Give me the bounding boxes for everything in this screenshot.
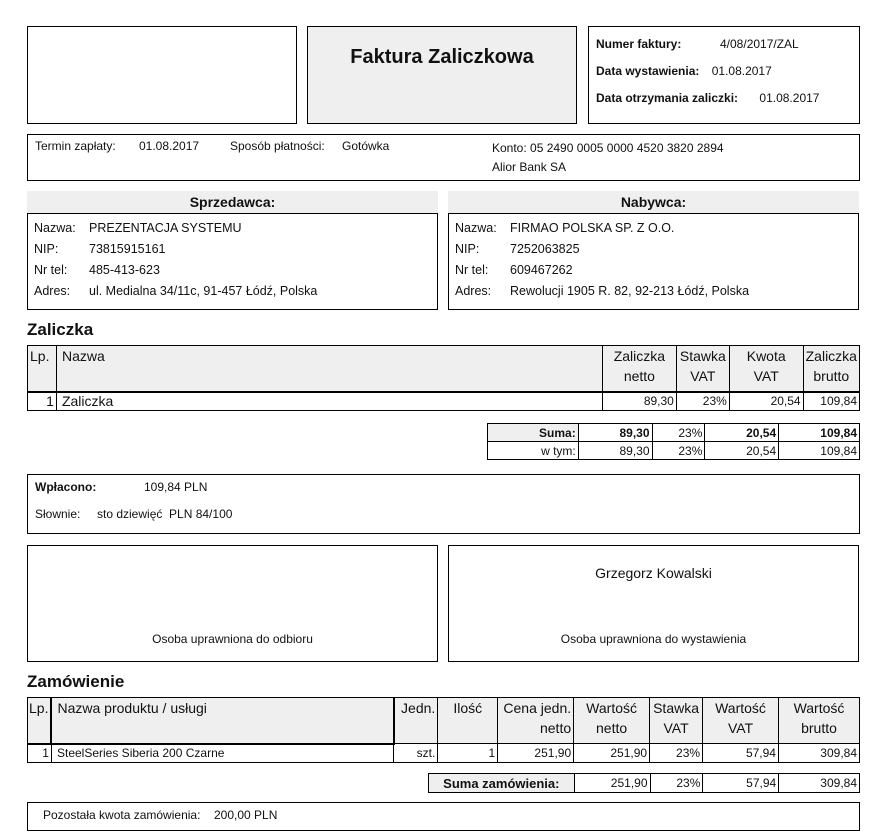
- receiver-signature-box: [27, 545, 438, 662]
- row-lp: 1: [28, 744, 52, 763]
- advance-including-vat: 20,54: [705, 442, 779, 460]
- order-sum-row: [429, 774, 860, 793]
- paid-amount: 109,84 PLN: [144, 480, 208, 494]
- seller-phone: 485-413-623: [89, 263, 160, 277]
- buyer-nip-label: NIP:: [455, 242, 480, 256]
- col-net: [574, 698, 650, 744]
- seller-nip-row: [34, 242, 165, 256]
- due-date-label: Termin zapłaty:: [35, 139, 116, 153]
- paid-label: Wpłacono:: [35, 480, 97, 494]
- invoice-meta-box: [588, 26, 860, 124]
- receiver-signature-label: Osoba uprawniona do odbioru: [152, 632, 313, 646]
- buyer-nip-row: [455, 242, 580, 256]
- seller-address-label: Adres:: [34, 284, 71, 298]
- buyer-name: FIRMAO POLSKA SP. Z O.O.: [510, 221, 675, 235]
- row-name: Zaliczka: [56, 392, 602, 411]
- col-qty: Ilość: [438, 698, 498, 744]
- col-net-line1: Wartość: [586, 700, 637, 716]
- issuer-signature-box: [448, 545, 859, 662]
- order-sum-net: 251,90: [574, 774, 650, 793]
- col-name: Nazwa produktu / usługi: [51, 698, 393, 744]
- seller-nip-label: NIP:: [34, 242, 59, 256]
- advance-sum-gross: 109,84: [779, 424, 860, 442]
- row-net: 251,90: [574, 744, 650, 763]
- issuer-name: Grzegorz Kowalski: [595, 565, 712, 581]
- col-vat-line1: Wartość: [715, 700, 766, 716]
- buyer-nip: 7252063825: [510, 242, 580, 256]
- seller-address: ul. Medialna 34/11c, 91-457 Łódź, Polska: [89, 284, 318, 298]
- advance-table-header: [28, 346, 860, 392]
- order-summary-table: [428, 773, 860, 793]
- row-qty: 1: [438, 744, 498, 763]
- col-lp: Lp.: [28, 698, 52, 744]
- seller-name: PREZENTACJA SYSTEMU: [89, 221, 242, 235]
- col-gross: [778, 698, 859, 744]
- col-vat-line1: Kwota: [746, 348, 786, 364]
- row-unit: szt.: [394, 744, 438, 763]
- col-gross-line1: Zaliczka: [805, 348, 857, 364]
- col-gross-line1: Wartość: [793, 700, 845, 716]
- advance-sum-rate: 23%: [652, 424, 705, 442]
- seller-heading: Sprzedawca:: [27, 191, 438, 213]
- advance-including-label: w tym:: [488, 442, 579, 460]
- col-rate-line2: VAT: [663, 720, 689, 736]
- row-lp: 1: [28, 392, 57, 411]
- buyer-address-label: Adres:: [455, 284, 492, 298]
- issue-date-label: Data wystawienia:: [596, 64, 700, 78]
- buyer-name-row: [455, 221, 674, 235]
- col-price-line2: netto: [539, 720, 572, 736]
- col-vat: [703, 698, 779, 744]
- seller-address-row: [34, 284, 317, 298]
- issue-date-row: [596, 64, 772, 78]
- col-lp: Lp.: [28, 346, 57, 392]
- buyer-name-label: Nazwa:: [455, 221, 497, 235]
- col-net: [602, 346, 676, 392]
- advance-including-row: [488, 442, 860, 460]
- buyer-phone-label: Nr tel:: [455, 263, 489, 277]
- paid-words-label: Słownie:: [35, 507, 81, 521]
- order-sum-vat: 57,94: [703, 774, 779, 793]
- order-table-header: [28, 698, 860, 744]
- advance-date-label: Data otrzymania zaliczki:: [596, 91, 739, 105]
- advance-including-net: 89,30: [578, 442, 652, 460]
- col-vat: [729, 346, 803, 392]
- seller-name-row: [34, 221, 242, 235]
- col-gross: [803, 346, 859, 392]
- col-rate: [676, 346, 729, 392]
- order-sum-gross: 309,84: [779, 774, 860, 793]
- seller-box: [27, 213, 438, 310]
- invoice-number-row: [596, 37, 799, 51]
- advance-including-gross: 109,84: [779, 442, 860, 460]
- issue-date: 01.08.2017: [711, 64, 772, 78]
- advance-sum-vat: 20,54: [705, 424, 779, 442]
- row-gross: 309,84: [778, 744, 859, 763]
- row-vat: 57,94: [703, 744, 779, 763]
- invoice-number-label: Numer faktury:: [596, 37, 682, 51]
- remaining-box: [27, 802, 860, 831]
- payment-box: [27, 134, 860, 181]
- advance-date-row: [596, 91, 819, 105]
- advance-summary-table: [487, 423, 860, 460]
- col-gross-line2: brutto: [801, 720, 837, 736]
- col-rate-line1: Stawka: [653, 700, 700, 716]
- bank-name: Alior Bank SA: [492, 160, 567, 174]
- buyer-phone: 609467262: [510, 263, 573, 277]
- row-gross: 109,84: [803, 392, 859, 411]
- remaining-amount: 200,00 PLN: [214, 808, 278, 822]
- row-name: SteelSeries Siberia 200 Czarne: [51, 744, 393, 763]
- title-box: [307, 26, 577, 124]
- order-sum-rate: 23%: [650, 774, 703, 793]
- document-title: Faktura Zaliczkowa: [350, 46, 534, 68]
- payment-method-label: Sposób płatności:: [230, 139, 325, 153]
- row-rate: 23%: [676, 392, 729, 411]
- col-rate: [650, 698, 703, 744]
- buyer-heading: Nabywca:: [448, 191, 859, 213]
- col-vat-line2: VAT: [727, 720, 754, 736]
- issuer-signature-label: Osoba uprawniona do wystawienia: [560, 632, 747, 646]
- payment-method: Gotówka: [342, 139, 390, 153]
- bank-account: Konto: 05 2490 0005 0000 4520 3820 2894: [492, 141, 724, 155]
- advance-sum-row: [488, 424, 860, 442]
- advance-sum-label: Suma:: [488, 424, 579, 442]
- buyer-box: [448, 213, 859, 310]
- col-rate-line2: VAT: [690, 368, 716, 384]
- due-date: 01.08.2017: [139, 139, 200, 153]
- col-name: Nazwa: [56, 346, 602, 392]
- table-row: [28, 744, 860, 763]
- col-net-line1: Zaliczka: [613, 348, 666, 364]
- col-vat-line2: VAT: [753, 368, 779, 384]
- order-sum-label: Suma zamówienia:: [429, 774, 575, 793]
- buyer-address: Rewolucji 1905 R. 82, 92-213 Łódź, Polska: [510, 284, 750, 298]
- buyer-phone-row: [455, 263, 573, 277]
- row-price: 251,90: [498, 744, 574, 763]
- table-row: [28, 392, 860, 411]
- seller-name-label: Nazwa:: [34, 221, 76, 235]
- col-unit: Jedn.: [394, 698, 438, 744]
- seller-nip: 73815915161: [89, 242, 166, 256]
- col-price-line1: Cena jedn.: [503, 700, 572, 716]
- col-net-line2: netto: [623, 368, 655, 384]
- advance-section-title: Zaliczka: [27, 320, 94, 339]
- row-vat: 20,54: [729, 392, 803, 411]
- invoice-number: 4/08/2017/ZAL: [720, 37, 799, 51]
- advance-date: 01.08.2017: [759, 91, 820, 105]
- row-net: 89,30: [602, 392, 676, 411]
- advance-table: [27, 345, 860, 411]
- order-table: [27, 697, 860, 763]
- advance-including-rate: 23%: [652, 442, 705, 460]
- order-section-title: Zamówienie: [27, 672, 125, 691]
- col-gross-line2: brutto: [813, 368, 850, 384]
- advance-sum-net: 89,30: [578, 424, 652, 442]
- seller-phone-label: Nr tel:: [34, 263, 68, 277]
- col-rate-line1: Stawka: [679, 348, 726, 364]
- logo-box: [27, 26, 297, 124]
- paid-box: [27, 474, 860, 534]
- paid-words: sto dziewięć PLN 84/100: [97, 507, 233, 521]
- col-net-line2: netto: [596, 720, 628, 736]
- col-price: [498, 698, 574, 744]
- buyer-address-row: [455, 284, 749, 298]
- remaining-label: Pozostała kwota zamówienia:: [43, 808, 201, 822]
- seller-phone-row: [34, 263, 160, 277]
- row-rate: 23%: [650, 744, 703, 763]
